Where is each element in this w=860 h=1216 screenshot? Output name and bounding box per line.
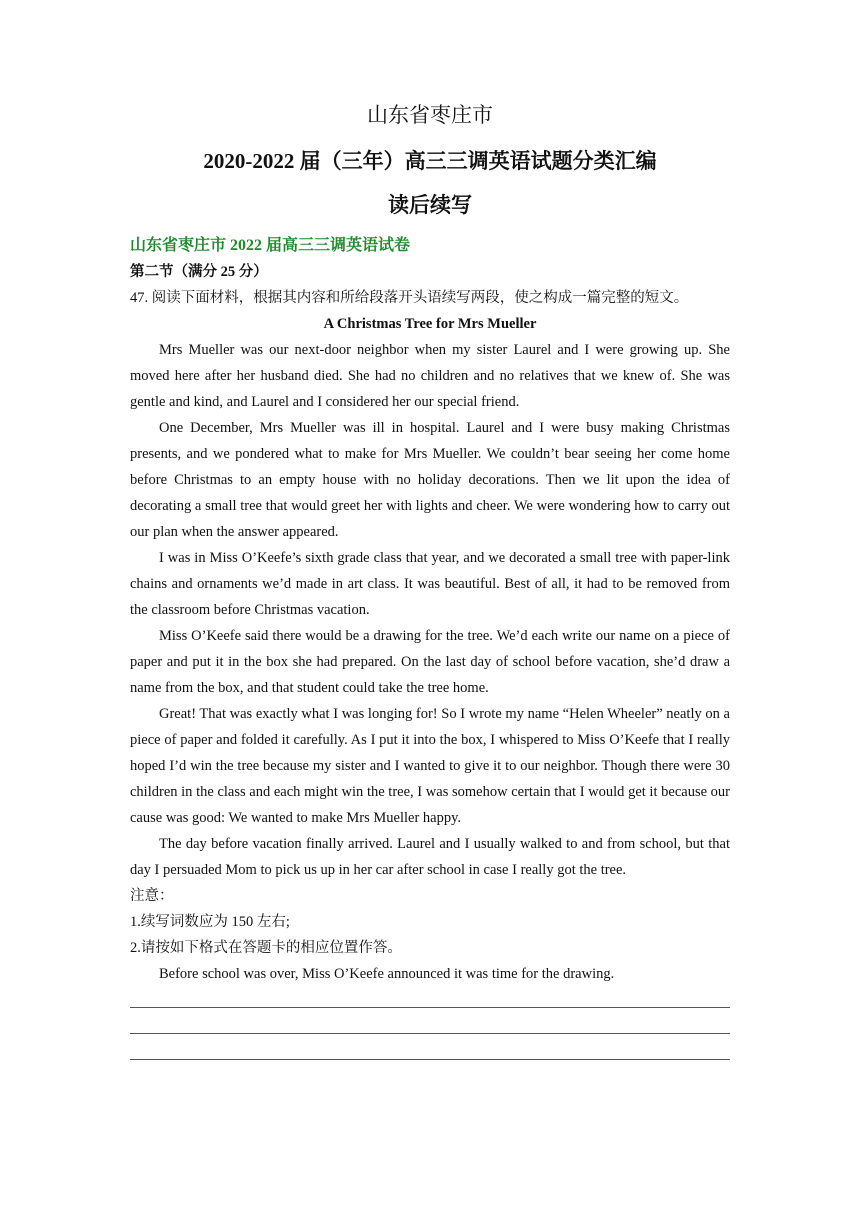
title-topic: 读后续写: [388, 193, 472, 217]
question-instruction: 47. 阅读下面材料，根据其内容和所给段落开头语续写两段，使之构成一篇完整的短文。: [130, 290, 689, 306]
story-paragraph: The day before vacation finally arrived. Laurel and I usually walked to and from school, but that day I persuaded Mom to pick us up in her car after school in case I really got the tree.: [130, 836, 730, 878]
part-heading: 第二节（满分 25 分）: [130, 264, 268, 280]
story-paragraph: I was in Miss O’Keefe’s sixth grade class that year, and we decorated a small tree with paper-link chains and ornaments we’d made in art class. It was beautiful. Best of all, it had to be removed from the classroom before Christmas vacation.: [130, 550, 730, 618]
content-body: [130, 233, 730, 1060]
answer-line: [130, 1059, 730, 1060]
answer-line: [130, 1007, 730, 1008]
title-collection: 2020-2022 届（三年）高三三调英语试题分类汇编: [203, 149, 657, 173]
story-paragraph: One December, Mrs Mueller was ill in hospital. Laurel and I were busy making Christmas presents, and we pondered what to make for Mrs Mueller. We couldn’t bear seeing her come home before Christmas to an empty house with no holiday decorations. Then we lit upon the idea of decorating a small tree that would greet her with lights and cheer. We were wondering how to carry out our plan when the answer appeared.: [130, 420, 730, 540]
note-item-format: 2.请按如下格式在答题卡的相应位置作答。: [130, 940, 402, 956]
title-region: 山东省枣庄市: [367, 103, 493, 127]
continuation-opening: Before school was over, Miss O’Keefe announced it was time for the drawing.: [159, 966, 615, 982]
note-item-word-count: 1.续写词数应为 150 左右;: [130, 914, 290, 930]
answer-line: [130, 1033, 730, 1034]
story-paragraph: Mrs Mueller was our next-door neighbor when my sister Laurel and I were growing up. She moved here after her husband died. She had no children and no relatives that we knew of. She was gentle and kind, and Laurel and I considered her our special friend.: [130, 342, 730, 410]
notes-label: 注意：: [130, 888, 174, 904]
section-heading: 山东省枣庄市 2022 届高三三调英语试卷: [130, 237, 411, 254]
story-paragraph: Miss O’Keefe said there would be a drawing for the tree. We’d each write our name on a piece of paper and put it in the box she had prepared. On the last day of school before vacation, she’d draw a name from the box, and that student could take the tree home.: [130, 628, 730, 696]
story-paragraph: Great! That was exactly what I was longing for! So I wrote my name “Helen Wheeler” neatly on a piece of paper and folded it carefully. As I put it into the box, I whispered to Miss O’Keefe that I really hoped I’d win the tree because my sister and I wanted to give it to our neighbor. Though there were 30 children in the class and each might win the tree, I was somehow certain that I would get it because our cause was good: We wanted to make Mrs Mueller happy.: [130, 706, 730, 826]
story-title: A Christmas Tree for Mrs Mueller: [323, 316, 537, 332]
title-block: [0, 104, 860, 216]
